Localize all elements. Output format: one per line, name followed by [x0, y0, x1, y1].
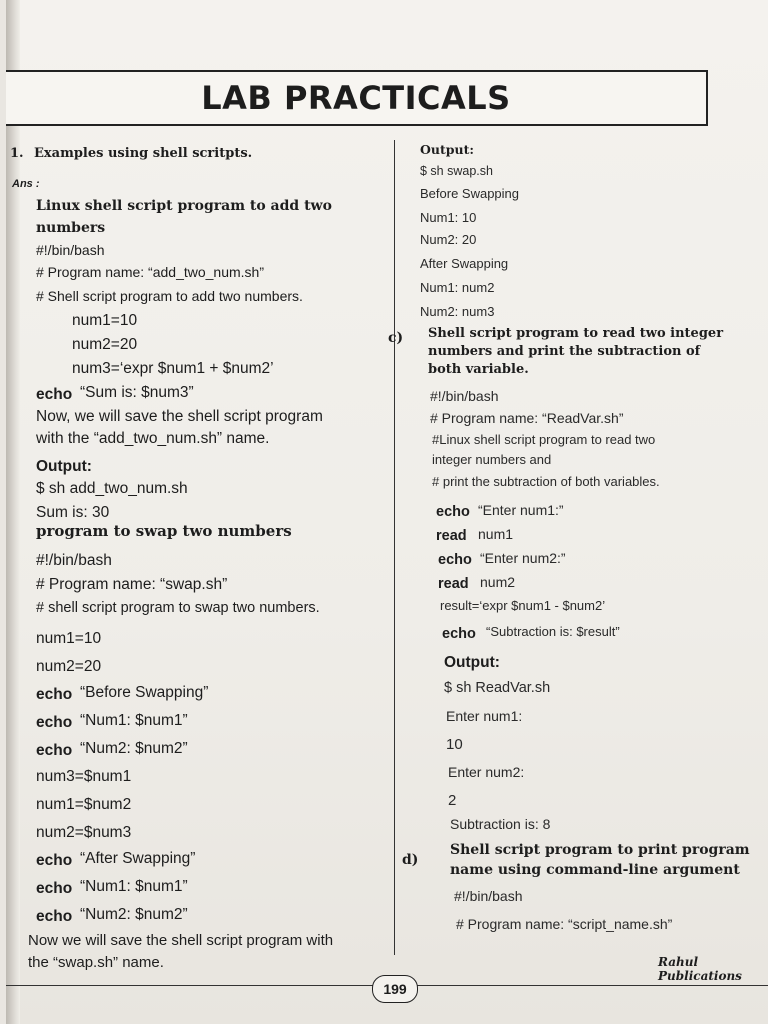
output-line: Enter num2:	[448, 764, 525, 780]
item-d-title-line2: name using command-line argument	[450, 862, 740, 878]
item-c-title-line3: both variable.	[428, 362, 529, 377]
read-var: num1	[478, 526, 514, 542]
echo-keyword: echo	[36, 714, 73, 731]
echo-keyword: echo	[36, 852, 73, 869]
code-line: #!/bin/bash	[454, 888, 523, 904]
code-line: #!/bin/bash	[36, 242, 105, 258]
code-line: num2=20	[36, 658, 102, 675]
output-command: $ sh add_two_num.sh	[36, 480, 188, 497]
echo-keyword: echo	[36, 880, 73, 897]
section-number: 1.	[10, 146, 24, 161]
code-line: # Program name: “swap.sh”	[36, 576, 228, 593]
code-line: integer numbers and	[432, 452, 552, 467]
sub1-title-line2: numbers	[36, 220, 106, 236]
output-line: Enter num1:	[446, 708, 523, 724]
publisher-name: Rahul Publications	[658, 955, 742, 983]
output-label: Output:	[444, 654, 500, 671]
output-line: 10	[446, 736, 463, 753]
output-line: Num2: num3	[420, 304, 495, 319]
code-line: #Linux shell script program to read two	[432, 432, 656, 447]
final-text-line1: Now we will save the shell script program with	[28, 932, 334, 949]
echo-keyword: echo	[442, 626, 476, 642]
echo-text: “Subtraction is: $result”	[486, 624, 620, 639]
output-line: Num1: num2	[420, 280, 495, 295]
code-line: # Program name: “script_name.sh”	[456, 916, 673, 932]
echo-keyword: echo	[36, 742, 73, 759]
read-keyword: read	[438, 576, 469, 592]
echo-text: “Before Swapping”	[80, 684, 209, 701]
section-title: Examples using shell scritpts.	[34, 146, 253, 161]
save-text-line2: with the “add_two_num.sh” name.	[36, 430, 270, 447]
code-line: #!/bin/bash	[430, 388, 499, 404]
output-line: Num2: 20	[420, 232, 477, 247]
save-text-line1: Now, we will save the shell script program	[36, 408, 323, 425]
code-line: num2=20	[72, 336, 138, 353]
output-label: Output:	[420, 142, 474, 157]
code-line: num1=10	[72, 312, 138, 329]
code-line: # print the subtraction of both variables.	[432, 474, 660, 489]
echo-keyword: echo	[36, 908, 73, 925]
code-line: num3=$num1	[36, 768, 132, 785]
book-page	[6, 0, 768, 1024]
read-keyword: read	[436, 528, 467, 544]
output-result: Sum is: 30	[36, 504, 110, 521]
output-label: Output:	[36, 458, 92, 475]
code-line: num1=$num2	[36, 796, 132, 813]
code-line: num3=‘expr $num1 + $num2’	[72, 360, 274, 377]
echo-text: “Num2: $num2”	[80, 740, 188, 757]
echo-keyword: echo	[36, 386, 73, 403]
item-d-title-line1: Shell script program to print program	[450, 842, 750, 858]
echo-text: “Num1: $num1”	[80, 878, 188, 895]
item-d-label: d)	[402, 852, 419, 868]
item-c-title-line2: numbers and print the subtraction of	[428, 344, 701, 359]
echo-text: “Enter num1:”	[478, 502, 564, 518]
output-line: 2	[448, 792, 457, 809]
code-line: # Program name: “ReadVar.sh”	[430, 410, 624, 426]
echo-keyword: echo	[36, 686, 73, 703]
echo-keyword: echo	[438, 552, 472, 568]
echo-text: “Num2: $num2”	[80, 906, 188, 923]
code-line: num1=10	[36, 630, 102, 647]
echo-text: “Num1: $num1”	[80, 712, 188, 729]
code-line: # Shell script program to add two numbers.	[36, 288, 303, 304]
code-line: result=‘expr $num1 - $num2’	[440, 598, 606, 613]
sub1-title-line1: Linux shell script program to add two	[36, 198, 332, 214]
echo-text: “After Swapping”	[80, 850, 196, 867]
left-column	[6, 0, 391, 1024]
output-line: $ sh swap.sh	[420, 164, 493, 178]
column-divider	[394, 140, 395, 955]
echo-text: “Enter num2:”	[480, 550, 566, 566]
code-line: #!/bin/bash	[36, 552, 112, 569]
code-line: num2=$num3	[36, 824, 132, 841]
echo-keyword: echo	[436, 504, 470, 520]
page-title: LAB PRACTICALS	[201, 79, 511, 117]
output-line: Before Swapping	[420, 186, 520, 201]
output-line: $ sh ReadVar.sh	[444, 680, 551, 696]
ans-label: Ans :	[12, 178, 40, 190]
item-c-label: c)	[388, 330, 404, 346]
output-line: Subtraction is: 8	[450, 816, 551, 832]
code-line: # shell script program to swap two numbers.	[36, 600, 320, 616]
output-line: After Swapping	[420, 256, 509, 271]
final-text-line2: the “swap.sh” name.	[28, 954, 164, 971]
read-var: num2	[480, 574, 516, 590]
item-c-title-line1: Shell script program to read two integer	[428, 326, 724, 341]
sub2-title: program to swap two numbers	[36, 522, 292, 540]
output-line: Num1: 10	[420, 210, 477, 225]
echo-text: “Sum is: $num3”	[80, 384, 194, 401]
code-line: # Program name: “add_two_num.sh”	[36, 264, 264, 280]
page-number: 199	[372, 975, 418, 1003]
